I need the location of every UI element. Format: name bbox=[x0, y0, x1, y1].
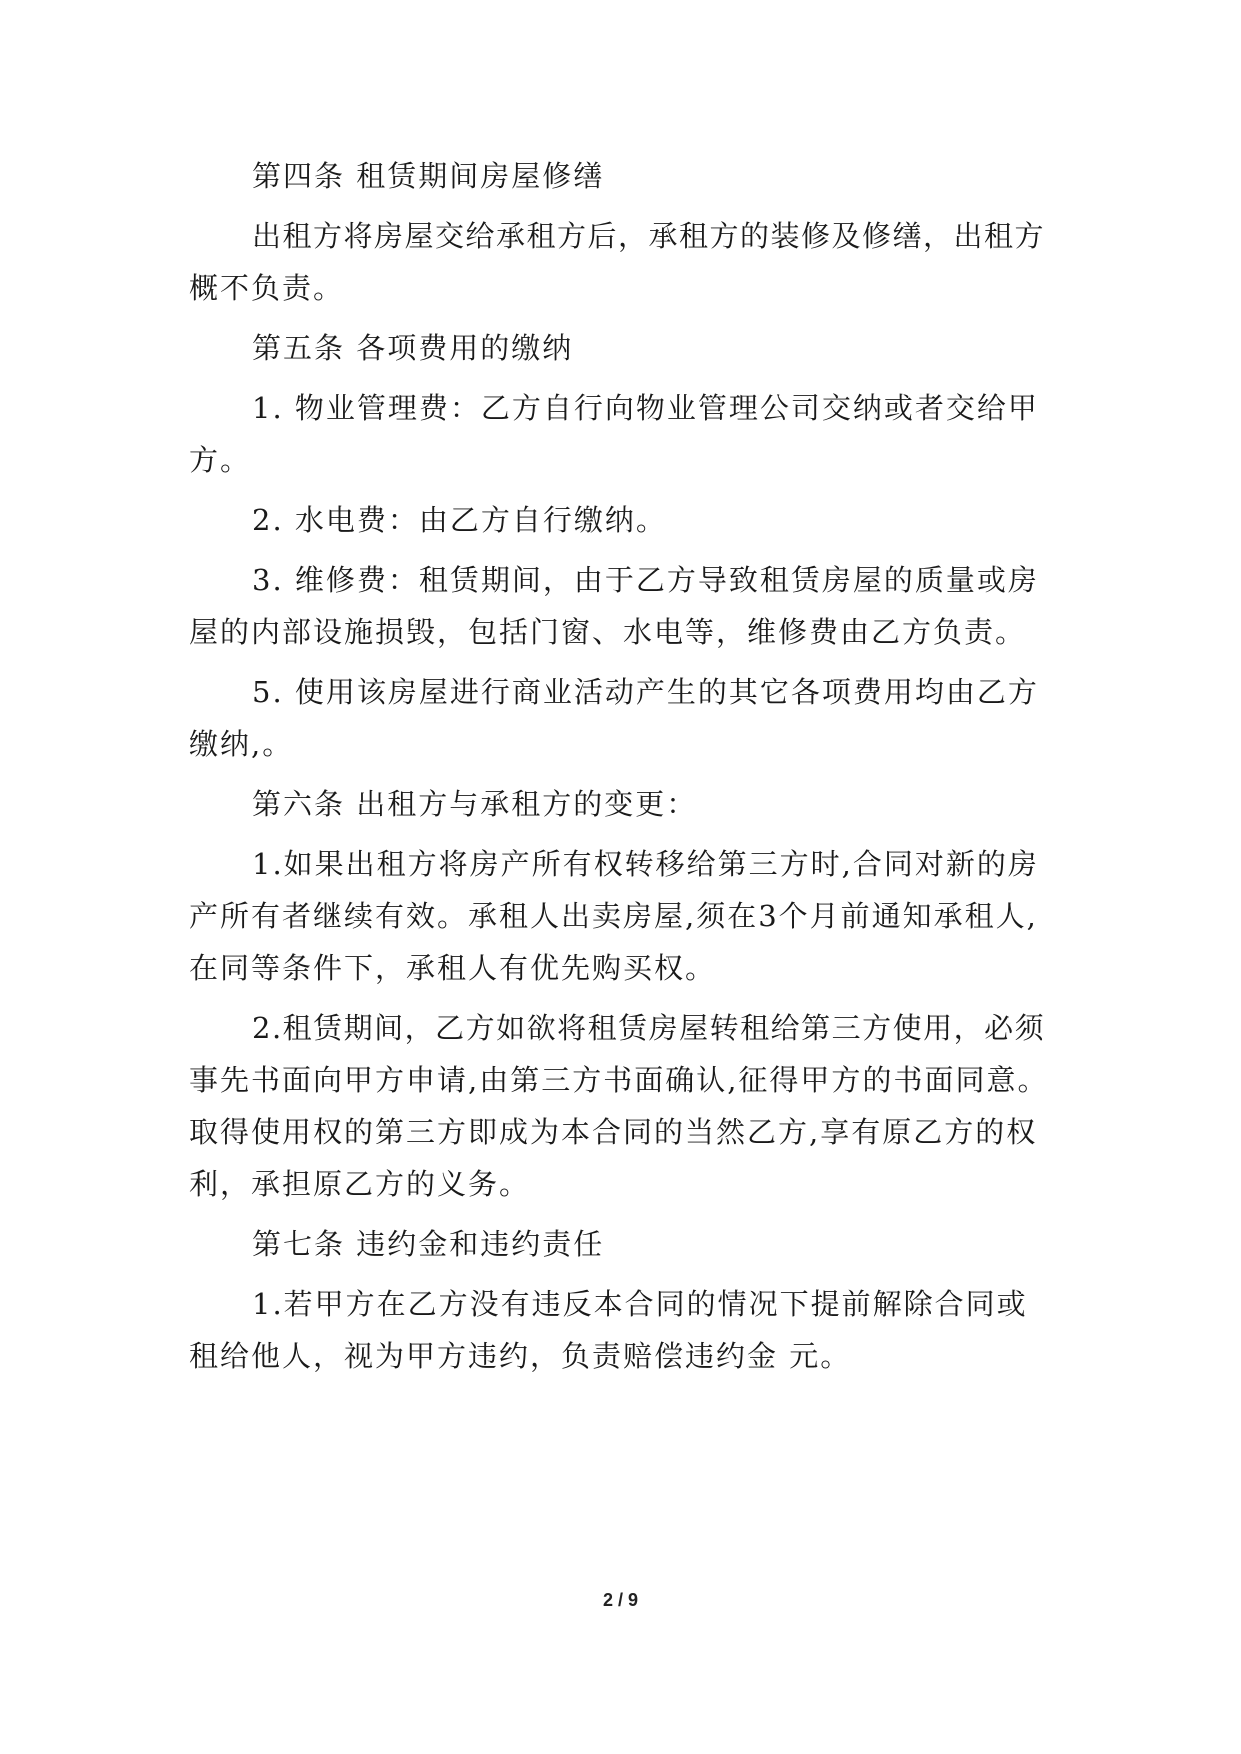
paragraph-line: 缴纳,。 bbox=[189, 727, 294, 761]
paragraph-line: 出租方将房屋交给承租方后，承租方的装修及修缮，出租方 bbox=[252, 219, 1046, 253]
paragraph-line: 2.租赁期间，乙方如欲将租赁房屋转租给第三方使用，必须 bbox=[252, 1011, 1046, 1045]
paragraph-line: 1. 物业管理费：乙方自行向物业管理公司交纳或者交给甲 bbox=[252, 391, 1039, 425]
paragraph-line: 概不负责。 bbox=[189, 271, 345, 305]
paragraph-line: 2. 水电费：由乙方自行缴纳。 bbox=[252, 503, 667, 537]
heading-article-4: 第四条 租赁期间房屋修缮 bbox=[252, 159, 605, 193]
paragraph-line: 利，承担原乙方的义务。 bbox=[189, 1167, 531, 1201]
paragraph-line: 取得使用权的第三方即成为本合同的当然乙方,享有原乙方的权 bbox=[189, 1115, 1038, 1149]
paragraph-line: 1.如果出租方将房产所有权转移给第三方时,合同对新的房 bbox=[252, 847, 1039, 881]
heading-article-5: 第五条 各项费用的缴纳 bbox=[252, 331, 574, 365]
paragraph-line: 5. 使用该房屋进行商业活动产生的其它各项费用均由乙方 bbox=[252, 675, 1039, 709]
paragraph-line: 屋的内部设施损毁，包括门窗、水电等，维修费由乙方负责。 bbox=[189, 615, 1027, 649]
paragraph-line: 租给他人，视为甲方违约，负责赔偿违约金 元。 bbox=[189, 1339, 852, 1373]
paragraph-line: 产所有者继续有效。承租人出卖房屋,须在3个月前通知承租人, bbox=[189, 899, 1038, 933]
heading-article-7: 第七条 违约金和违约责任 bbox=[252, 1227, 605, 1261]
paragraph-line: 事先书面向甲方申请,由第三方书面确认,征得甲方的书面同意。 bbox=[189, 1063, 1049, 1097]
paragraph-line: 方。 bbox=[189, 443, 252, 477]
page-number: 2 / 9 bbox=[602, 1590, 639, 1610]
paragraph-line: 在同等条件下，承租人有优先购买权。 bbox=[189, 951, 717, 985]
paragraph-line: 3. 维修费：租赁期间，由于乙方导致租赁房屋的质量或房 bbox=[252, 563, 1039, 597]
paragraph-line: 1.若甲方在乙方没有违反本合同的情况下提前解除合同或 bbox=[252, 1287, 1028, 1321]
heading-article-6: 第六条 出租方与承租方的变更： bbox=[252, 787, 698, 821]
